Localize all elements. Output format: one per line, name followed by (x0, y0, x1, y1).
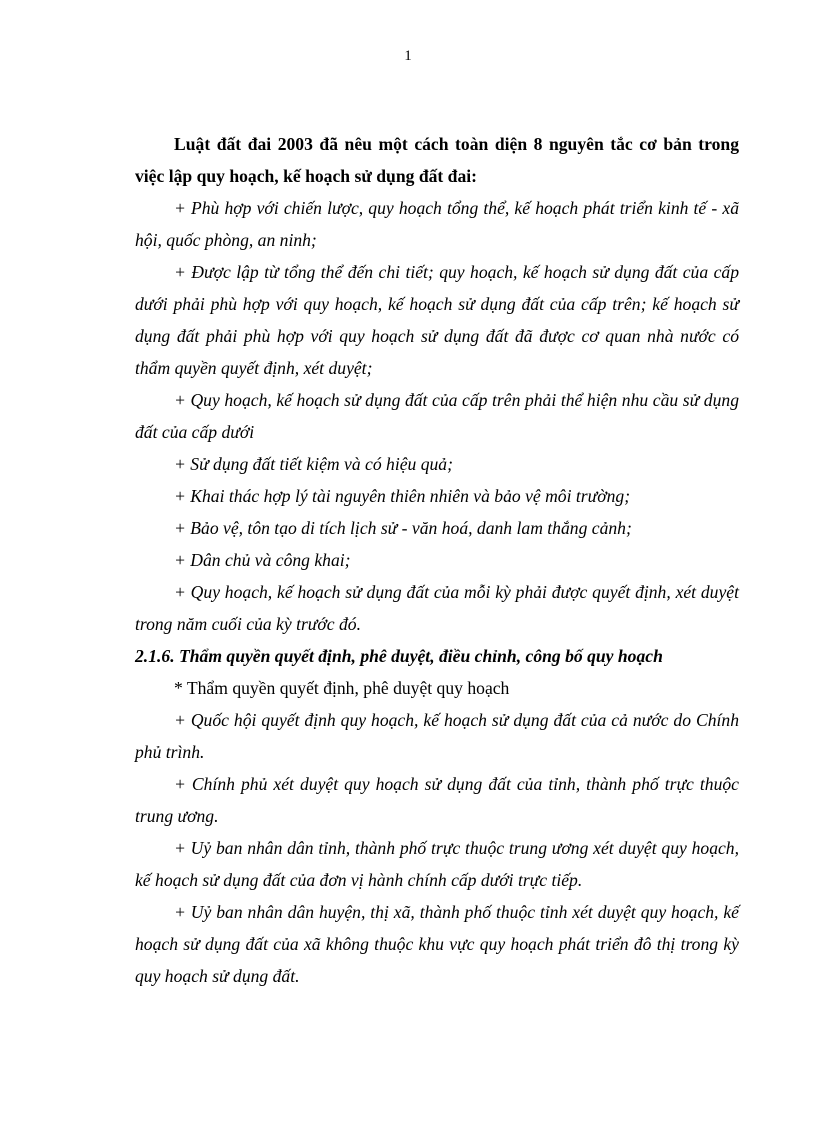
principle-2: + Được lập từ tổng thể đến chi tiết; quy hoạch, kế hoạch sử dụng đất của cấp dưới phải phù hợp với quy hoạch, kế hoạch sử dụng đất của cấp trên; kế hoạch sử dụng đất phải phù hợp với quy hoạch sử dụng đất đã được cơ quan nhà nước có thẩm quyền quyết định, xét duyệt; (135, 262, 739, 378)
authority-3: + Uỷ ban nhân dân tỉnh, thành phố trực thuộc trung ương xét duyệt quy hoạch, kế hoạch sử dụng đất của đơn vị hành chính cấp dưới trực tiếp. (135, 838, 739, 890)
authority-1: + Quốc hội quyết định quy hoạch, kế hoạch sử dụng đất của cả nước do Chính phủ trình. (135, 710, 739, 762)
body-text (135, 128, 739, 992)
principle-4: + Sử dụng đất tiết kiệm và có hiệu quả; (174, 454, 453, 474)
principle-3: + Quy hoạch, kế hoạch sử dụng đất của cấp trên phải thể hiện nhu cầu sử dụng đất của cấp dưới (135, 390, 739, 442)
authority-2: + Chính phủ xét duyệt quy hoạch sử dụng đất của tỉnh, thành phố trực thuộc trung ương. (135, 774, 739, 826)
page-number: 1 (404, 48, 412, 64)
principle-5: + Khai thác hợp lý tài nguyên thiên nhiên và bảo vệ môi trường; (174, 486, 631, 506)
subheading: * Thẩm quyền quyết định, phê duyệt quy hoạch (174, 678, 510, 698)
principle-8: + Quy hoạch, kế hoạch sử dụng đất của mỗi kỳ phải được quyết định, xét duyệt trong năm cuối của kỳ trước đó. (135, 582, 739, 634)
section-heading: 2.1.6. Thẩm quyền quyết định, phê duyệt, điều chỉnh, công bố quy hoạch (135, 646, 663, 666)
principle-7: + Dân chủ và công khai; (174, 550, 351, 570)
authority-4: + Uỷ ban nhân dân huyện, thị xã, thành phố thuộc tỉnh xét duyệt quy hoạch, kế hoạch sử dụng đất của xã không thuộc khu vực quy hoạch phát triển đô thị trong kỳ quy hoạch sử dụng đất. (135, 902, 739, 986)
principle-1: + Phù hợp với chiến lược, quy hoạch tổng thể, kế hoạch phát triển kinh tế - xã hội, quốc phòng, an ninh; (135, 198, 739, 250)
principle-6: + Bảo vệ, tôn tạo di tích lịch sử - văn hoá, danh lam thắng cảnh; (174, 518, 632, 538)
intro-paragraph: Luật đất đai 2003 đã nêu một cách toàn diện 8 nguyên tắc cơ bản trong việc lập quy hoạch, kế hoạch sử dụng đất đai: (135, 134, 739, 186)
